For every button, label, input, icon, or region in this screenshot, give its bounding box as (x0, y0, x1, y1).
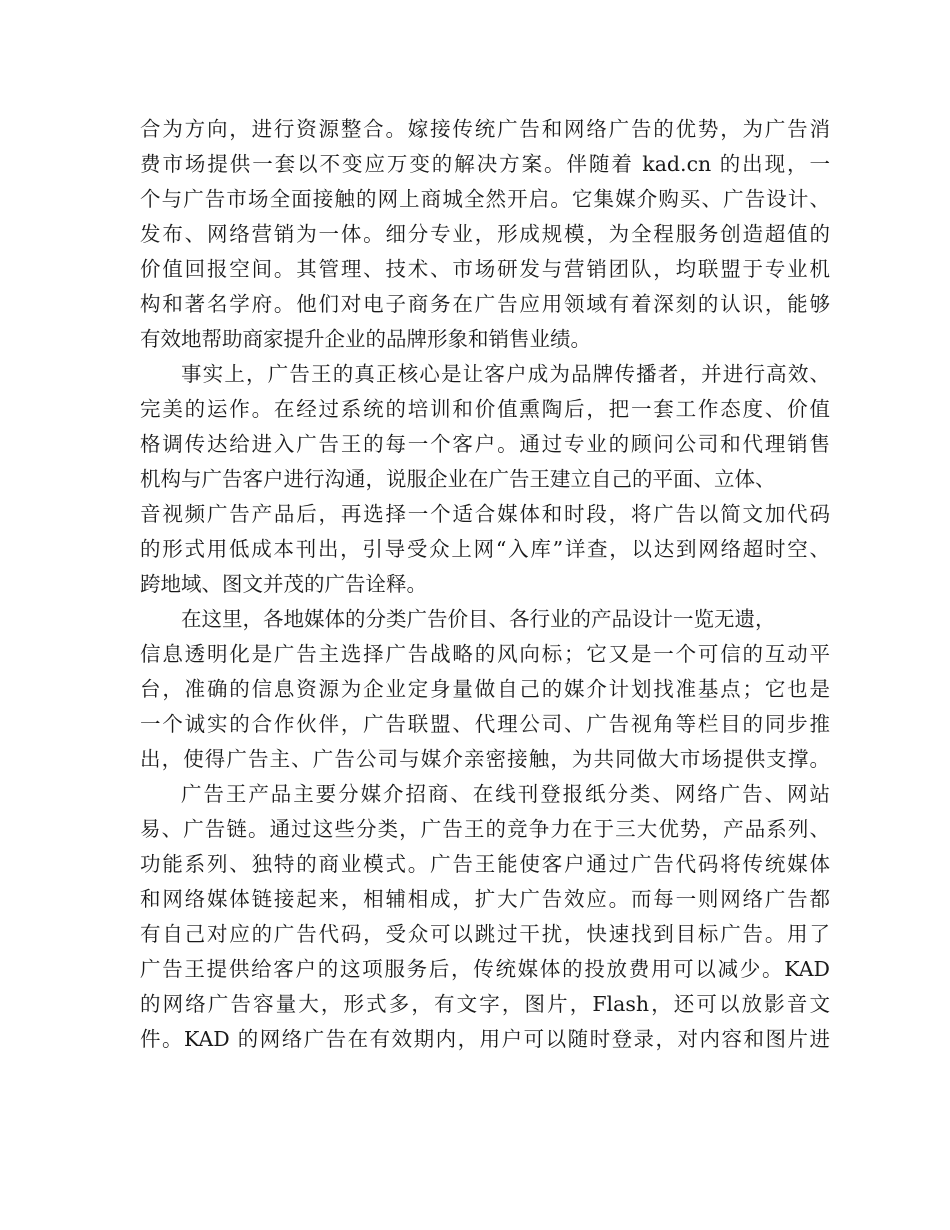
text-line: 信息透明化是广告主选择广告战略的风向标；它又是一个可信的互动平 (140, 642, 830, 666)
text-line: 的形式用低成本刊出，引导受众上网“入库”详查，以达到网络超时空、 (140, 537, 830, 561)
paragraph-first-line: 事实上，广告王的真正核心是让客户成为品牌传播者，并进行高效、 (181, 362, 830, 386)
text-line: 费市场提供一套以不变应万变的解决方案。伴随着 kad.cn 的出现，一 (140, 152, 830, 176)
text-line: 件。KAD 的网络广告在有效期内，用户可以随时登录，对内容和图片进 (140, 1027, 830, 1051)
text-line: 构和著名学府。他们对电子商务在广告应用领域有着深刻的认识，能够 (140, 292, 830, 316)
text-line: 广告王提供给客户的这项服务后，传统媒体的投放费用可以减少。KAD (140, 957, 830, 981)
paragraph-first-line: 在这里，各地媒体的分类广告价目、各行业的产品设计一览无遗， (181, 607, 776, 631)
text-line: 一个诚实的合作伙伴，广告联盟、代理公司、广告视角等栏目的同步推 (140, 712, 830, 736)
text-line: 的网络广告容量大，形式多，有文字，图片，Flash，还可以放影音文 (140, 992, 830, 1016)
text-line: 音视频广告产品后，再选择一个适合媒体和时段，将广告以简文加代码 (140, 502, 830, 526)
text-line: 格调传达给进入广告王的每一个客户。通过专业的顾问公司和代理销售 (140, 432, 830, 456)
text-line: 价值回报空间。其管理、技术、市场研发与营销团队，均联盟于专业机 (140, 257, 830, 281)
text-line: 跨地域、图文并茂的广告诠释。 (140, 572, 427, 596)
body-text (140, 112, 830, 1057)
text-line: 个与广告市场全面接触的网上商城全然开启。它集媒介购买、广告设计、 (140, 187, 830, 211)
paragraph-first-line: 广告王产品主要分媒介招商、在线刊登报纸分类、网络广告、网站 (181, 782, 830, 806)
text-line: 台，准确的信息资源为企业定身量做自己的媒介计划找准基点；它也是 (140, 677, 830, 701)
text-line: 有效地帮助商家提升企业的品牌形象和销售业绩。 (140, 327, 591, 351)
text-line: 出，使得广告主、广告公司与媒介亲密接触，为共同做大市场提供支撑。 (140, 747, 830, 771)
text-line: 易、广告链。通过这些分类，广告王的竞争力在于三大优势，产品系列、 (140, 817, 830, 841)
text-line: 机构与广告客户进行沟通，说服企业在广告王建立自己的平面、立体、 (140, 467, 776, 491)
text-line: 有自己对应的广告代码，受众可以跳过干扰，快速找到目标广告。用了 (140, 922, 830, 946)
text-line: 功能系列、独特的商业模式。广告王能使客户通过广告代码将传统媒体 (140, 852, 830, 876)
text-line: 合为方向，进行资源整合。嫁接传统广告和网络广告的优势，为广告消 (140, 117, 830, 141)
text-line: 完美的运作。在经过系统的培训和价值熏陶后，把一套工作态度、价值 (140, 397, 830, 421)
text-line: 发布、网络营销为一体。细分专业，形成规模，为全程服务创造超值的 (140, 222, 830, 246)
text-line: 和网络媒体链接起来，相辅相成，扩大广告效应。而每一则网络广告都 (140, 887, 830, 911)
